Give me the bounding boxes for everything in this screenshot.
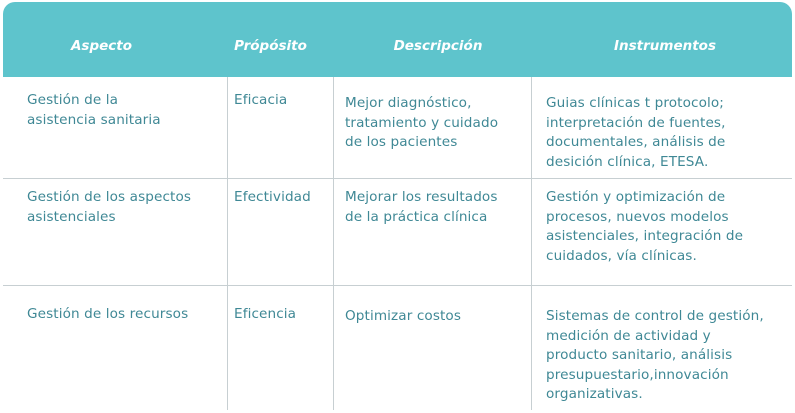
- cell-line: Guias clínicas t protocolo;: [546, 95, 724, 111]
- cell-line: asistenciales: [27, 208, 116, 225]
- cell-line: Mejor diagnóstico,: [345, 95, 472, 111]
- cell-line: Gestión de los aspectos: [27, 189, 192, 205]
- header-aspecto: Aspecto: [70, 38, 133, 54]
- cell-line: procesos, nuevos modelos: [546, 208, 729, 225]
- table-row: [3, 285, 792, 410]
- cell-line: de la práctica clínica: [345, 208, 488, 225]
- cell-aspecto: [27, 91, 212, 130]
- cell-line: Efectividad: [234, 189, 311, 205]
- cell-instrumentos: [546, 188, 786, 266]
- cell-line: Optimizar costos: [345, 308, 462, 324]
- table-row: [3, 77, 792, 178]
- cell-line: de los pacientes: [345, 134, 458, 150]
- cell-line: Eficencia: [234, 306, 297, 322]
- cell-line: Sistemas de control de gestión,: [546, 308, 764, 324]
- cell-line: Gestión de los recursos: [27, 306, 189, 322]
- cell-descripcion: [345, 307, 525, 327]
- cell-line: presupuestario,innovación: [546, 366, 729, 383]
- cell-instrumentos: [546, 94, 786, 172]
- header-descripcion: Descripción: [393, 38, 483, 54]
- cell-aspecto: [27, 305, 212, 325]
- header-instrumentos: Instrumentos: [614, 38, 716, 54]
- cell-line: documentales, análisis de: [546, 134, 726, 150]
- cell-line: medición de actividad y: [546, 327, 711, 344]
- cell-proposito: [234, 91, 334, 111]
- header-proposito: Própósito: [234, 38, 307, 54]
- cell-line: Mejorar los resultados: [345, 189, 498, 205]
- cell-line: Gestión y optimización de: [546, 189, 726, 205]
- cell-proposito: [234, 305, 334, 325]
- cell-proposito: [234, 188, 334, 208]
- comparison-table: [3, 2, 792, 410]
- cell-line: asistenciales, integración de: [546, 228, 744, 244]
- cell-descripcion: [345, 188, 525, 227]
- cell-instrumentos: [546, 307, 786, 405]
- cell-line: Gestión de la: [27, 92, 119, 108]
- cell-line: Eficacia: [234, 92, 288, 108]
- cell-line: interpretación de fuentes,: [546, 114, 726, 131]
- cell-aspecto: [27, 188, 212, 227]
- cell-line: desición clínica, ETESA.: [546, 153, 709, 170]
- cell-line: producto sanitario, análisis: [546, 347, 733, 363]
- cell-line: organizativas.: [546, 386, 643, 402]
- table-row: [3, 178, 792, 285]
- cell-descripcion: [345, 94, 525, 153]
- cell-line: cuidados, vía clínicas.: [546, 247, 697, 264]
- cell-line: tratamiento y cuidado: [345, 114, 499, 131]
- table-header: [3, 2, 792, 77]
- cell-line: asistencia sanitaria: [27, 111, 161, 128]
